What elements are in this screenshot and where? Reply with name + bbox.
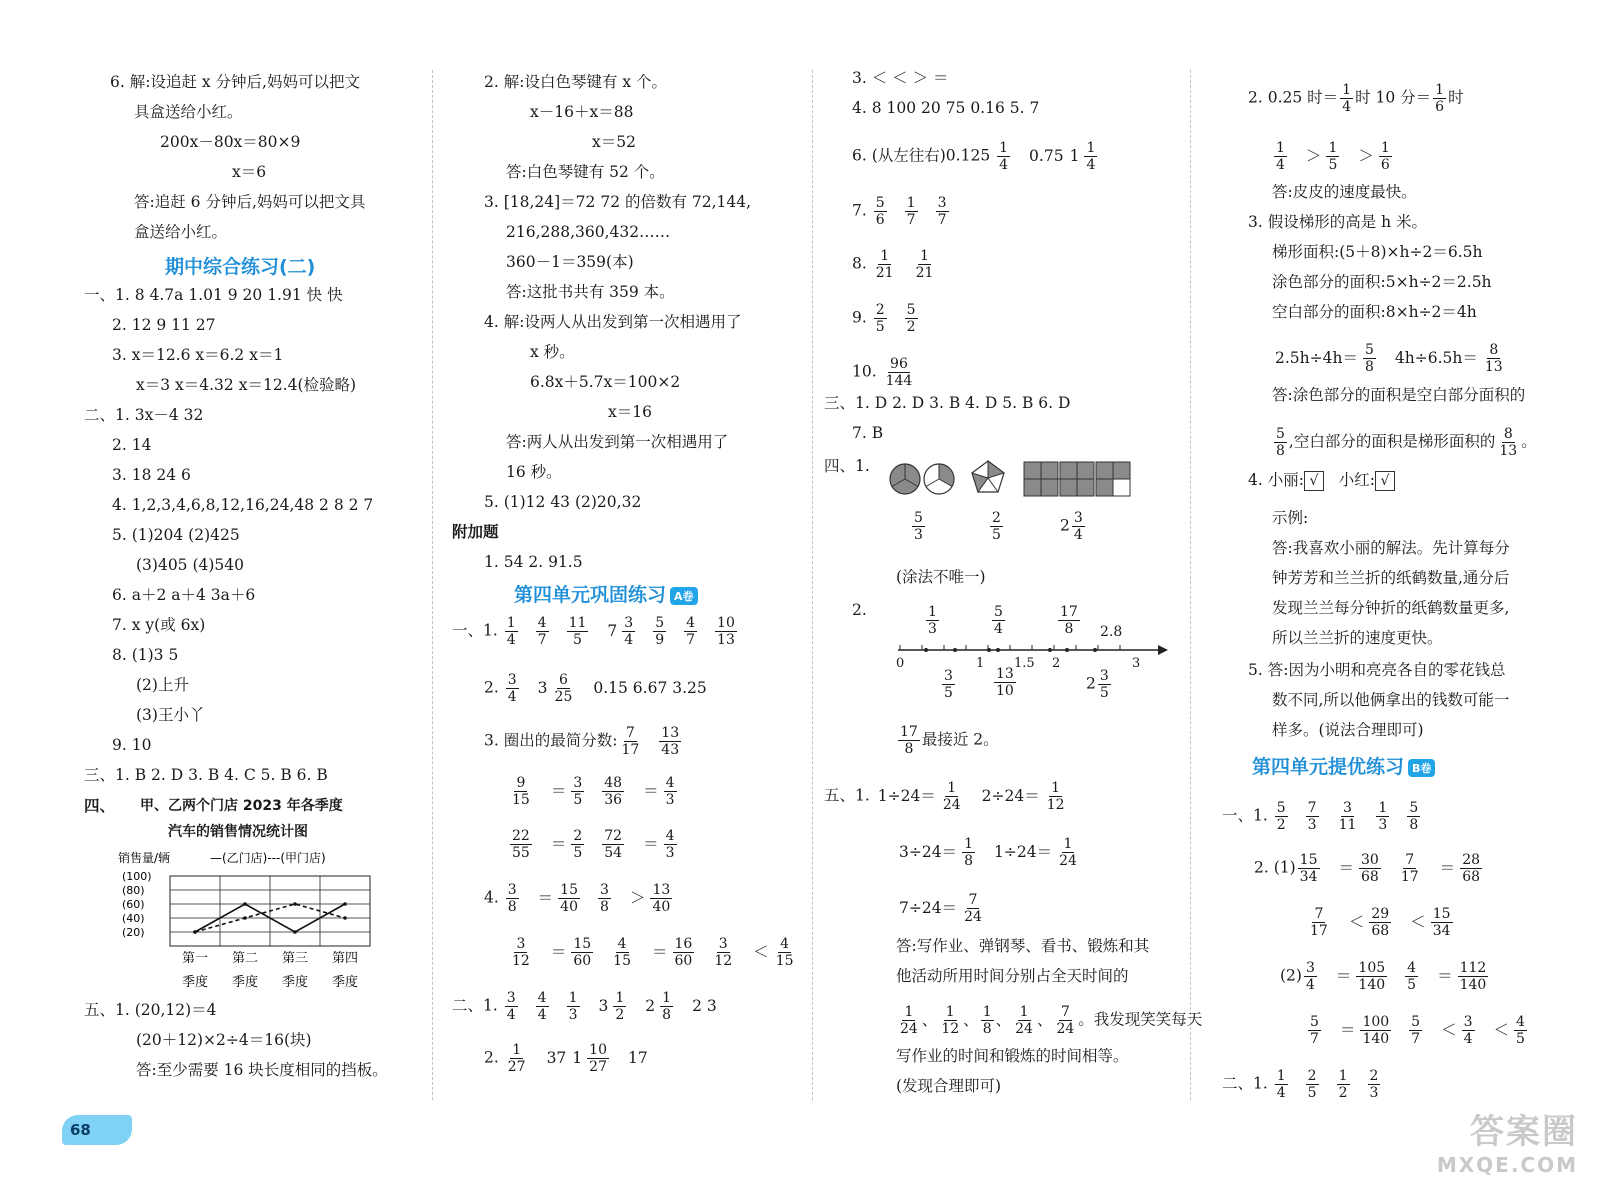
- fraction: $\frac{1}{2}$: [1338, 1068, 1348, 1101]
- c1-s1-line: 3. x＝12.6 x＝6.2 x＝1: [112, 346, 284, 364]
- c4-q2-cmp: [1272, 140, 1394, 173]
- fraction: $\frac{1}{4}$: [506, 615, 516, 648]
- c1-s1-line: 一、1. 8 4.7a 1.01 9 20 1.91 快 快: [84, 286, 343, 304]
- fraction: $\frac{3}{5}$: [1099, 668, 1109, 701]
- c1-s2-line: 3. 18 24 6: [112, 466, 191, 484]
- inline-text: ＝: [652, 942, 668, 961]
- c2-q4-line: 6.8x＋5.7x＝100×2: [530, 373, 681, 391]
- inline-text: ＝: [1339, 1020, 1356, 1039]
- c2-s1-q1: 一、1. $\frac{1}{4}$ $\frac{4}{7}$ $\frac{11}{5}$ 7 $\frac{3}{4}$ $\frac{5}{9}$ $\frac{4}{7}$ $\frac{10}{13}$: [452, 615, 735, 648]
- x-tick-label: 季度: [231, 975, 259, 990]
- fraction: $\frac{1}{12}$: [1046, 780, 1065, 813]
- nl-top-4: 2.8: [1100, 624, 1123, 640]
- c2-q3-line: 216,288,360,432……: [506, 223, 671, 241]
- fraction: $\frac{7}{24}$: [1056, 1004, 1075, 1037]
- fraction: $\frac{1}{8}$: [964, 836, 973, 869]
- data-point: [293, 930, 297, 934]
- c3-s5-eq3: [896, 892, 986, 925]
- c3-q9: 9. $\frac{2}{5}$ $\frac{5}{2}$: [852, 302, 916, 335]
- fraction: $\frac{8}{13}$: [1499, 426, 1518, 459]
- c2-s1-q2: 2. $\frac{3}{4}$ 3 $\frac{6}{25}$ 0.15 6.67 3.25: [484, 672, 707, 705]
- fraction: $\frac{1}{24}$: [900, 1004, 918, 1037]
- c2-q4-line: 16 秒。: [506, 463, 562, 481]
- inline-text: 2.5h÷4h＝: [1275, 348, 1358, 367]
- c3-q10: 10. $\frac{96}{144}$: [852, 356, 913, 389]
- inline-text: 3: [537, 678, 548, 697]
- c1-s2-line: 7. x y(或 6x): [112, 616, 206, 634]
- fraction: $\frac{1}{3}$: [568, 990, 578, 1023]
- inline-text: ＝: [537, 888, 554, 907]
- c2-q3-line: 答:这批书共有 359 本。: [506, 283, 675, 301]
- data-point: [243, 916, 247, 920]
- fraction: $\frac{3}{5}$: [944, 668, 953, 701]
- chart-title-line2: 汽车的销售情况统计图: [168, 824, 308, 840]
- c3-s5-fracs: $\frac{1}{24}$ 、 $\frac{1}{12}$ 、 $\frac{1}{8}$ 、 $\frac{1}{24}$ 、 $\frac{7}{24}$ 。我发现笑笑每天: [900, 1004, 1203, 1037]
- c4-q4-text: 示例:: [1272, 509, 1309, 527]
- fraction: $\frac{1}{12}$: [941, 1004, 960, 1037]
- x-tick-label: 季度: [281, 975, 309, 990]
- c3-s4-note: (涂法不唯一): [896, 568, 986, 586]
- fraction: $\frac{4}{4}$: [537, 990, 547, 1023]
- fraction: $\frac{1}{3}$: [1378, 800, 1388, 833]
- inline-text: 3: [598, 996, 609, 1015]
- inline-text: ＝: [550, 781, 567, 800]
- fraction: $\frac{28}{68}$: [1462, 852, 1481, 885]
- inline-text: ＜: [1348, 912, 1365, 931]
- fraction: $\frac{3}{12}$: [512, 936, 530, 969]
- inline-text: ＝: [643, 834, 659, 853]
- c2-q3-line: 3. [18,24]＝72 72 的倍数有 72,144,: [484, 193, 752, 211]
- fraction: $\frac{4}{15}$: [613, 936, 631, 969]
- c1-s2-line: (3)王小丫: [136, 706, 205, 724]
- fraction: $\frac{5}{3}$: [914, 510, 923, 543]
- inline-text: 1: [1069, 146, 1080, 165]
- inline-text: 1÷24＝: [877, 786, 936, 805]
- inline-text: ＝: [643, 781, 659, 800]
- shading-figures: [888, 458, 1148, 508]
- fraction: $\frac{112}{140}$: [1459, 960, 1487, 993]
- checkbox-xiaohong: √: [1375, 471, 1395, 491]
- fraction: $\frac{1}{4}$: [1276, 1068, 1286, 1101]
- c4-q4-text: 发现兰兰每分钟折的纸鹤数量更多,: [1272, 599, 1510, 617]
- nl-top-3: [1056, 604, 1082, 637]
- fraction: $\frac{17}{8}$: [900, 724, 918, 757]
- fraction: $\frac{4}{3}$: [665, 828, 675, 861]
- c3-q6: 6. (从左往右)0.125 $\frac{1}{4}$ 0.75 1 $\frac{1}{4}$: [852, 140, 1096, 173]
- nl-tick-1-5: 1.5: [1014, 656, 1035, 671]
- c4-q5-line: 数不同,所以他俩拿出的钱数可能一: [1272, 691, 1510, 709]
- c3-s5-ans: 答:写作业、弹钢琴、看书、锻炼和其: [896, 937, 1150, 955]
- c4-q3-line: 3. 假设梯形的高是 h 米。: [1248, 213, 1428, 231]
- fraction: $\frac{1}{8}$: [982, 1004, 992, 1037]
- c2-q4-line: 答:两人从出发到第一次相遇用了: [506, 433, 729, 451]
- fraction: $\frac{4}{7}$: [537, 615, 547, 648]
- c2-s1-q3: 3. 圈出的最简分数: $\frac{7}{17}$ $\frac{13}{43}$: [484, 725, 680, 758]
- nl-tick-1: 1: [976, 656, 985, 671]
- c2-q2-line: 答:白色琴键有 52 个。: [506, 163, 665, 181]
- y-tick-label: (100): [122, 870, 152, 883]
- inline-text: 3÷24＝: [899, 842, 958, 861]
- c3-q3: 3. ＜ ＜ ＞ ＝: [852, 69, 949, 87]
- fraction: $\frac{4}{7}$: [686, 615, 696, 648]
- c2-s2-q2: 2. $\frac{1}{27}$ 37 1 $\frac{10}{27}$ 17: [484, 1042, 648, 1075]
- c4-q4-text: 所以兰兰折的速度更快。: [1272, 629, 1443, 647]
- fraction: $\frac{3}{8}$: [507, 882, 517, 915]
- c1-s2-line: 二、1. 3x－4 32: [84, 406, 204, 424]
- fraction: $\frac{10}{27}$: [589, 1042, 607, 1075]
- inline-text: ＝: [550, 834, 567, 853]
- fraction: $\frac{7}{17}$: [1310, 906, 1328, 939]
- watermark-logo-text: 答案圈: [1470, 1112, 1578, 1152]
- fraction: $\frac{4}{5}$: [1516, 1014, 1525, 1047]
- fraction: $\frac{9}{15}$: [512, 775, 530, 808]
- fraction: $\frac{3}{4}$: [1305, 960, 1315, 993]
- fraction: $\frac{29}{68}$: [1371, 906, 1390, 939]
- c4-q4-text: 钟芳芳和兰兰折的纸鹤数量,通分后: [1272, 569, 1510, 587]
- fraction: $\frac{5}{8}$: [1409, 800, 1419, 833]
- fraction: $\frac{1}{4}$: [1086, 140, 1096, 173]
- fraction: $\frac{3}{12}$: [714, 936, 733, 969]
- fraction: $\frac{1}{8}$: [662, 990, 672, 1023]
- fraction: $\frac{16}{60}$: [674, 936, 693, 969]
- fraction: $\frac{17}{8}$: [1060, 604, 1078, 637]
- c1-s2-line: 9. 10: [112, 736, 152, 754]
- c4-q5-line: 5. 答:因为小明和亮亮各自的零花钱总: [1248, 661, 1506, 679]
- c3-s4-frac-c: 2 $\frac{3}{4}$: [1060, 510, 1083, 543]
- fraction: $\frac{7}{17}$: [621, 725, 640, 758]
- fraction: $\frac{5}{2}$: [1276, 800, 1286, 833]
- fraction: $\frac{2}{3}$: [1369, 1068, 1379, 1101]
- fraction: $\frac{1}{24}$: [1059, 836, 1077, 869]
- fraction: $\frac{72}{54}$: [604, 828, 623, 861]
- x-tick-label: 季度: [331, 975, 359, 990]
- c1-s5-line: 答:至少需要 16 块长度相同的挡板。: [136, 1061, 388, 1079]
- nl-tick-2: 2: [1052, 656, 1061, 671]
- fraction: $\frac{13}{10}$: [996, 666, 1014, 699]
- c1-s4-label: 四、: [84, 796, 116, 815]
- c3-s3-line: 7. B: [852, 424, 884, 442]
- fraction: $\frac{5}{4}$: [994, 604, 1003, 637]
- fraction: $\frac{13}{40}$: [652, 882, 671, 915]
- inline-text: ＜: [1441, 1020, 1457, 1039]
- fraction: $\frac{5}{6}$: [875, 195, 885, 228]
- c1-s1-line: x＝3 x＝4.32 x＝12.4(检验略): [136, 376, 357, 394]
- y-tick-label: (60): [122, 898, 145, 911]
- c1-s3-line: 三、1. B 2. D 3. B 4. C 5. B 6. B: [84, 766, 328, 784]
- inline-text: 0.15 6.67 3.25: [593, 678, 707, 697]
- nl-tick-3: 3: [1132, 656, 1141, 671]
- fraction: $\frac{4}{3}$: [665, 775, 675, 808]
- inline-text: 37: [546, 1048, 567, 1067]
- inline-text: 1: [572, 1048, 583, 1067]
- inline-text: ＜: [1493, 1020, 1510, 1039]
- c3-s3-line: 三、1. D 2. D 3. B 4. D 5. B 6. D: [824, 394, 1071, 412]
- fraction: $\frac{1}{24}$: [942, 780, 961, 813]
- data-point: [343, 916, 347, 920]
- c1-s2-line: (2)上升: [136, 676, 189, 694]
- c4-q3-line: 空白部分的面积:8×h÷2＝4h: [1272, 303, 1477, 321]
- fraction: $\frac{5}{7}$: [1310, 1014, 1319, 1047]
- fraction: $\frac{1}{4}$: [1342, 82, 1352, 115]
- fraction: $\frac{100}{140}$: [1362, 1014, 1390, 1047]
- fraction: $\frac{1}{21}$: [915, 248, 934, 281]
- c1-s1-line: 2. 12 9 11 27: [112, 316, 216, 334]
- fraction: $\frac{2}{5}$: [573, 828, 583, 861]
- nl-tick-0: 0: [896, 656, 905, 671]
- column-divider-2: [812, 70, 813, 1100]
- x-tick-label: 第四: [331, 951, 359, 966]
- c4-q3-line: 涂色部分的面积:5×h÷2＝2.5h: [1272, 273, 1492, 291]
- c1-s2-line: 4. 1,2,3,4,6,8,12,16,24,48 2 8 2 7: [112, 496, 374, 514]
- fraction: $\frac{6}{25}$: [554, 672, 573, 705]
- c1-s2-line: 8. (1)3 5: [112, 646, 179, 664]
- badge-a: A卷: [670, 587, 698, 605]
- c4-s1-q2b: [1306, 906, 1455, 939]
- grid-squares: [1024, 462, 1130, 496]
- c1-s2-line: 6. a＋2 a＋4 3a＋6: [112, 586, 256, 604]
- data-point: [293, 902, 297, 906]
- fraction: $\frac{1}{6}$: [1435, 82, 1445, 115]
- fraction: $\frac{7}{24}$: [964, 892, 982, 925]
- c1-s2-line: 5. (1)204 (2)425: [112, 526, 240, 544]
- extra-questions-answers: 1. 54 2. 91.5: [484, 553, 583, 571]
- c3-s4-frac-a: [910, 510, 927, 543]
- inline-text: 4h÷6.5h＝: [1394, 348, 1478, 367]
- c4-q5-line: 样多。(说法合理即可): [1272, 721, 1424, 739]
- c1-s5-line: (20＋12)×2÷4＝16(块): [136, 1031, 312, 1049]
- c3-closest: $\frac{17}{8}$ 最接近 2。: [900, 724, 999, 757]
- c2-q3-line: 360－1＝359(本): [506, 253, 634, 271]
- c4-s1-q2d: [1306, 1014, 1529, 1047]
- x-tick-label: 第一: [181, 951, 209, 966]
- fraction: $\frac{1}{3}$: [928, 604, 937, 637]
- c3-s4-label: 四、1.: [824, 457, 870, 475]
- extra-questions-label: 附加题: [452, 523, 499, 541]
- nl-bottom-3: 2 $\frac{3}{5}$: [1086, 668, 1109, 701]
- fraction: $\frac{1}{24}$: [1015, 1004, 1033, 1037]
- c4-s1-q1: 一、1. $\frac{5}{2}$ $\frac{7}{3}$ $\frac{3}{11}$ $\frac{1}{3}$ $\frac{5}{8}$: [1222, 800, 1419, 833]
- inline-text: ＞: [629, 888, 646, 907]
- sales-line-chart: [118, 846, 390, 996]
- fraction: $\frac{15}{34}$: [1299, 852, 1318, 885]
- fraction: $\frac{2}{5}$: [875, 302, 885, 335]
- fraction: $\frac{1}{6}$: [1380, 140, 1390, 173]
- bottom-band: [0, 1148, 1600, 1170]
- c3-s5-eq1: 五、1. 1÷24＝ $\frac{1}{24}$ 2÷24＝ $\frac{1}{12}$: [824, 780, 1065, 813]
- inline-text: 1÷24＝: [994, 842, 1053, 861]
- c2-q2-line: 2. 解:设白色琴键有 x 个。: [484, 73, 668, 91]
- column-divider-1: [432, 70, 433, 1100]
- fraction: $\frac{5}{7}$: [1411, 1014, 1421, 1047]
- fraction: $\frac{1}{4}$: [1276, 140, 1285, 173]
- circle-thirds-2: [924, 464, 954, 494]
- inline-text: 7: [607, 621, 618, 640]
- c4-q2: 2. 0.25 时＝ $\frac{1}{4}$ 时 10 分＝ $\frac{1}{6}$ 时: [1248, 82, 1464, 115]
- inline-text: ＞: [1305, 146, 1322, 165]
- inline-text: ＝: [1437, 966, 1453, 985]
- fraction: $\frac{3}{11}$: [1338, 800, 1357, 833]
- inline-text: ＞: [1358, 146, 1374, 165]
- chart-title-line1: 甲、乙两个门店 2023 年各季度: [140, 798, 343, 814]
- c4-s1-q2c: (2) $\frac{3}{4}$ ＝ $\frac{105}{140}$ $\frac{4}{5}$ ＝ $\frac{112}{140}$: [1280, 960, 1487, 993]
- fraction: $\frac{30}{68}$: [1361, 852, 1379, 885]
- fraction: $\frac{5}{8}$: [1364, 342, 1374, 375]
- data-point: [343, 902, 347, 906]
- watermark-url: MXQE.COM: [1436, 1153, 1578, 1177]
- fraction: $\frac{48}{36}$: [604, 775, 623, 808]
- x-tick-label: 季度: [181, 975, 209, 990]
- c2-s1-q4: 4. $\frac{3}{8}$ ＝ $\frac{15}{40}$ $\frac{3}{8}$ ＞ $\frac{13}{40}$: [484, 882, 671, 915]
- fraction: $\frac{7}{17}$: [1400, 852, 1419, 885]
- c2-s1-q3-eq: [508, 828, 679, 861]
- c3-q7: 7. $\frac{5}{6}$ $\frac{1}{7}$ $\frac{3}{7}$: [852, 195, 947, 228]
- section-title-midterm: 期中综合练习(二): [165, 256, 316, 278]
- c3-s5-eq2: [896, 836, 1081, 869]
- c2-s1-q4-eq: [508, 936, 798, 969]
- inline-text: ＝: [1335, 966, 1352, 985]
- fraction: $\frac{105}{140}$: [1358, 960, 1386, 993]
- section-title-unit4-a: 第四单元巩固练习 A卷: [514, 580, 698, 607]
- fraction: $\frac{4}{5}$: [1407, 960, 1417, 993]
- c2-s2-q1: 二、1. $\frac{3}{4}$ $\frac{4}{4}$ $\frac{1}{3}$ 3 $\frac{1}{2}$ 2 $\frac{1}{8}$ 2 3: [452, 990, 717, 1023]
- c3-q8: 8. $\frac{1}{21}$ $\frac{1}{21}$: [852, 248, 934, 281]
- fraction: $\frac{1}{2}$: [615, 990, 625, 1023]
- c4-q2-ans: 答:皮皮的速度最快。: [1272, 183, 1417, 201]
- nl-bottom-1: [940, 668, 957, 701]
- inline-text: ＝: [550, 942, 567, 961]
- fraction: $\frac{3}{5}$: [573, 775, 583, 808]
- fraction: $\frac{4}{15}$: [775, 936, 794, 969]
- checkbox-xiaoli: √: [1304, 471, 1324, 491]
- fraction: $\frac{3}{7}$: [937, 195, 947, 228]
- fraction: $\frac{3}{4}$: [1073, 510, 1083, 543]
- c4-q4-text: 答:我喜欢小丽的解法。先计算每分: [1272, 539, 1510, 557]
- nl-top-2: [990, 604, 1007, 637]
- fraction: $\frac{3}{8}$: [600, 882, 609, 915]
- data-point: [193, 930, 197, 934]
- fraction: $\frac{15}{60}$: [573, 936, 592, 969]
- c1-q6-line: 6. 解:设追赶 x 分钟后,妈妈可以把文: [110, 73, 360, 91]
- inline-text: 2÷24＝: [981, 786, 1040, 805]
- fraction: $\frac{2}{5}$: [992, 510, 1001, 543]
- c4-q3-line: 梯形面积:(5＋8)×h÷2＝6.5h: [1272, 243, 1483, 261]
- c3-s5-ans3: 写作业的时间和锻炼的时间相等。: [896, 1047, 1129, 1065]
- nl-top-1: [924, 604, 941, 637]
- c3-s5-ans: 他活动所用时间分别占全天时间的: [896, 967, 1129, 985]
- c4-q4: 4. 小丽: √ 小红: √: [1248, 470, 1395, 491]
- fraction: $\frac{8}{13}$: [1484, 342, 1503, 375]
- fraction: $\frac{2}{5}$: [1307, 1068, 1317, 1101]
- c1-q6-line: 200x－80x＝80×9: [160, 133, 301, 151]
- fraction: $\frac{1}{4}$: [999, 140, 1009, 173]
- fraction: $\frac{5}{2}$: [906, 302, 916, 335]
- fraction: $\frac{15}{40}$: [560, 882, 578, 915]
- pentagon-fifths: [972, 461, 1004, 492]
- fraction: $\frac{1}{5}$: [1328, 140, 1338, 173]
- c2-q2-line: x＝52: [592, 133, 636, 151]
- fraction: $\frac{3}{4}$: [624, 615, 634, 648]
- c2-q4-line: 4. 解:设两人从出发到第一次相遇用了: [484, 313, 742, 331]
- nl-bottom-2: [992, 666, 1018, 699]
- c3-q4: 4. 8 100 20 75 0.16 5. 7: [852, 99, 1040, 117]
- section-title-unit4-b: 第四单元提优练习 B卷: [1252, 752, 1435, 779]
- c1-q6-line: 答:追赶 6 分钟后,妈妈可以把文具: [134, 193, 366, 211]
- fraction: $\frac{3}{4}$: [1463, 1014, 1473, 1047]
- x-tick-label: 第二: [231, 951, 259, 966]
- circle-thirds-1: [890, 464, 920, 494]
- x-tick-label: 第三: [281, 951, 309, 966]
- fraction: $\frac{96}{144}$: [885, 356, 913, 389]
- c1-q6-line: 具盒送给小红。: [134, 103, 243, 121]
- c1-q6-line: x＝6: [232, 163, 267, 181]
- inline-text: ＜: [1410, 912, 1426, 931]
- c3-s4-frac-b: [988, 510, 1005, 543]
- c3-q2-label: 2.: [852, 601, 867, 619]
- c2-q4-line: x＝16: [608, 403, 652, 421]
- c2-q5-line: 5. (1)12 43 (2)20,32: [484, 493, 642, 511]
- y-tick-label: (20): [122, 926, 145, 939]
- fraction: $\frac{5}{9}$: [655, 615, 665, 648]
- c2-s1-q3-eq: [508, 775, 679, 808]
- c1-s5-line: 五、1. (20,12)＝4: [84, 1001, 217, 1019]
- inline-text: 7÷24＝: [899, 898, 958, 917]
- c1-s2-line: 2. 14: [112, 436, 152, 454]
- fraction: $\frac{13}{43}$: [661, 725, 680, 758]
- badge-b: B卷: [1408, 759, 1435, 777]
- c4-q3-eq: [1272, 342, 1507, 375]
- inline-text: 17: [628, 1048, 648, 1067]
- c2-q4-line: x 秒。: [530, 343, 575, 361]
- y-tick-label: (40): [122, 912, 145, 925]
- fraction: $\frac{1}{7}$: [906, 195, 916, 228]
- y-axis-label: 销售量/辆: [118, 851, 171, 865]
- c4-q3-ans2: $\frac{5}{8}$ ,空白部分的面积是梯形面积的 $\frac{8}{13}$ 。: [1276, 426, 1537, 459]
- fraction: $\frac{1}{27}$: [507, 1042, 526, 1075]
- c4-s1-q2a: 2. (1) $\frac{15}{34}$ ＝ $\frac{30}{68}$ $\frac{7}{17}$ ＝ $\frac{28}{68}$: [1254, 852, 1481, 885]
- data-point: [243, 902, 247, 906]
- page-number: 68: [62, 1115, 132, 1145]
- c4-s2-q1: 二、1. $\frac{1}{4}$ $\frac{2}{5}$ $\frac{1}{2}$ $\frac{2}{3}$: [1222, 1068, 1379, 1101]
- inline-text: 2 3: [692, 996, 717, 1015]
- fraction: $\frac{22}{55}$: [512, 828, 530, 861]
- fraction: $\frac{3}{4}$: [506, 990, 516, 1023]
- c2-q2-line: x－16＋x＝88: [530, 103, 634, 121]
- watermark: [1437, 1104, 1578, 1177]
- fraction: $\frac{5}{8}$: [1276, 426, 1285, 459]
- c3-s5-ans3: (发现合理即可): [896, 1077, 1002, 1095]
- y-tick-label: (80): [122, 884, 145, 897]
- fraction: $\frac{3}{4}$: [507, 672, 517, 705]
- fraction: $\frac{1}{21}$: [875, 248, 894, 281]
- legend-text: —(乙门店)---(甲门店): [210, 851, 326, 865]
- inline-text: 2: [645, 996, 656, 1015]
- column-divider-3: [1190, 70, 1191, 1100]
- fraction: $\frac{11}{5}$: [568, 615, 587, 648]
- inline-text: 0.75: [1029, 146, 1064, 165]
- c1-s2-line: (3)405 (4)540: [136, 556, 245, 574]
- inline-text: ＝: [1338, 858, 1355, 877]
- fraction: $\frac{10}{13}$: [717, 615, 735, 648]
- inline-text: ＝: [1439, 858, 1456, 877]
- fraction: $\frac{15}{34}$: [1432, 906, 1451, 939]
- c1-q6-line: 盒送给小红。: [134, 223, 228, 241]
- c4-q3-ans1: 答:涂色部分的面积是空白部分面积的: [1272, 386, 1526, 404]
- inline-text: ＜: [753, 942, 769, 961]
- fraction: $\frac{7}{3}$: [1307, 800, 1317, 833]
